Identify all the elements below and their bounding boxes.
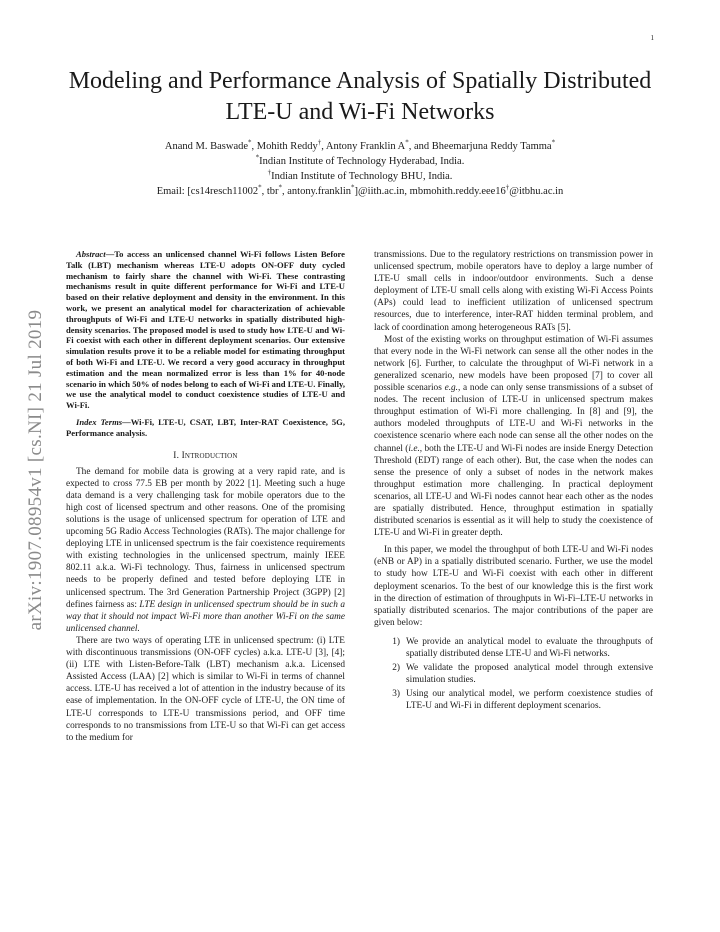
abstract: Abstract—To access an unlicensed channel Wi-Fi follows Listen Before Talk (LBT) mechanism whereas LTE-U adopts ON-OFF duty cycled mechanism to fairly share the channel with Wi-Fi. These contrasting mechanisms result in quite different performance for Wi-Fi and LTE-U based on their relative deployment and density in the environment. In this work, we present an analytical model for characterization of achievable throughputs of Wi-Fi and LTE-U networks in spatially distributed high-density scenarios. The proposed model is used to study how LTE-U and Wi-Fi coexist with each other in different deployment scenarios. Our extensive simulation results prove it to be a reliable model for estimating throughput of both Wi-Fi and LTE-U. We record a very good accuracy in throughput estimation and the mean normalized error is less than 1% for 40-node scenario in which 50% of nodes belong to each of Wi-Fi and LTE-U. Finally, we use the analytical model to conduct coexistence studies of LTE-U and Wi-Fi. [66, 249, 345, 411]
affiliation-2: †Indian Institute of Technology BHU, India. [267, 168, 453, 182]
abstract-label: Abstract [76, 249, 106, 259]
page-number: 1 [650, 34, 654, 42]
affiliation-1: *Indian Institute of Technology Hyderabad, India. [255, 153, 465, 167]
intro-paragraph-2: There are two ways of operating LTE in unlicensed spectrum: (i) LTE with discontinuous transmissions (ON-OFF cycles) a.k.a. LTE-U [3], [4]; (ii) LTE with Listen-Before-Talk (LBT) mechanism a.k.a. Licensed Assisted Access (LAA) [2] which is similar to Wi-Fi in terms of channel access. LTE-U has received a lot of attention in the industry because of its ease of implementation. In the ON-OFF cycle of LTE-U, the ON time of LTE-U corresponds to LTE-U transmissions period, and OFF time corresponds to no transmissions from LTE-U so that Wi-Fi can get access to the medium for [66, 635, 345, 743]
intro-paragraph-5: In this paper, we model the throughput of both LTE-U and Wi-Fi nodes (eNB or AP) in a spatially distributed scenario. Further, we use the model to study how LTE-U and Wi-Fi coexist with each other in different deployment scenarios. To the best of our knowledge this is the first work in the direction of estimation of throughputs in Wi-Fi–LTE-U networks in spatially distributed scenarios. The major contributions of the paper are given below: [374, 545, 653, 628]
left-column [66, 249, 345, 744]
paper-title: Modeling and Performance Analysis of Spatially Distributed LTE-U and Wi-Fi Networks [68, 68, 652, 125]
section-heading-introduction: I. Introduction [173, 450, 238, 461]
author-emails: Email: [cs14resch11002*, tbr*, antony.franklin*]@iith.ac.in, mbmohith.reddy.eee16†@itbhu.ac.in [156, 183, 564, 197]
intro-paragraph-4: Most of the existing works on throughput estimation of Wi-Fi assumes that every node in the Wi-Fi network can sense all the other nodes in the network [6]. Further, to calculate the throughput of Wi-Fi network in a generalized scenario, new models have been proposed [7] to cover all possible scenarios e.g., a node can only sense transmissions of a subset of nodes. The recent inclusion of LTE-U in unlicensed spectrum makes throughput estimation of Wi-Fi more challenging. In [8] and [9], the authors modeled throughputs of LTE-U and Wi-Fi networks in the coexistence scenario where each node can sense all the other nodes on the channel (i.e., both the LTE-U and Wi-Fi nodes are inside Energy Detection Threshold (EDT) range of each other). But, the case when the nodes can sense the presence of only a subset of nodes in the network makes throughput estimation more challenging. In practical deployment scenarios, all LTE-U and Wi-Fi nodes cannot hear each other as the nodes are spatially distributed. Hence, throughput estimation in spatially distributed scenarios is essential as it will help to study the coexistence of LTE-U and Wi-Fi in greater depth. [374, 334, 654, 539]
list-item: 2) We validate the proposed analytical model through extensive simulation studies. [392, 663, 653, 686]
index-terms-label: Index Terms [76, 416, 123, 427]
contributions-list [374, 636, 653, 713]
arxiv-stamp: arXiv:1907.08954v1 [cs.NI] 21 Jul 2019 [25, 309, 46, 631]
list-item: 3) Using our analytical model, we perform coexistence studies of LTE-U and Wi-Fi in different deployment scenarios. [392, 689, 653, 712]
author-block [60, 139, 660, 199]
list-item: 1) We provide an analytical model to evaluate the throughputs of spatially distributed dense LTE-U and Wi-Fi networks. [392, 636, 653, 659]
right-column [374, 249, 653, 714]
intro-paragraph-3: transmissions. Due to the regulatory restrictions on transmission power in unlicensed spectrum, mobile operators have to deploy a large number of LTE-U small cells in indoor/outdoor environments. Such a dense deployment of LTE-U small cells along with existing Wi-Fi Access Points (APs) could lead to inefficient utilization of unlicensed spectrum resources, due to interference, inter-RAT hidden terminal problem, and lack of coordination among heterogeneous RATs [5]. [374, 250, 653, 333]
intro-paragraph-1: The demand for mobile data is growing at a very rapid rate, and is expected to cross 77.5 EB per month by 2022 [1]. Meeting such a huge data demand is a very challenging task for mobile operators due to the high cost of licensed spectrum and other reasons. One of the promising solutions is the usage of unlicensed spectrum for operation of LTE and upcoming 5G Radio Access Technologies (RATs). The major challenge for deploying LTE in unlicensed spectrum is the fair coexistence requirements with existing technologies in the unlicensed spectrum, mainly IEEE 802.11 a.k.a. Wi-Fi technology. Thus, fairness in unlicensed spectrum needs to be properly defined and tested before deploying LTE in unlicensed spectrum. The 3rd Generation Partnership Project (3GPP) [2] defines fairness as: LTE design in unlicensed spectrum should be in such a way that it should not impact Wi-Fi more than another Wi-Fi on the same unlicensed channel. [66, 466, 345, 634]
index-terms: Index Terms—Wi-Fi, LTE-U, CSAT, LBT, Inter-RAT Coexistence, 5G, Performance analysis. [66, 416, 345, 438]
author-names: Anand M. Baswade*, Mohith Reddy†, Antony Franklin A*, and Bheemarjuna Reddy Tamma* [164, 138, 556, 152]
